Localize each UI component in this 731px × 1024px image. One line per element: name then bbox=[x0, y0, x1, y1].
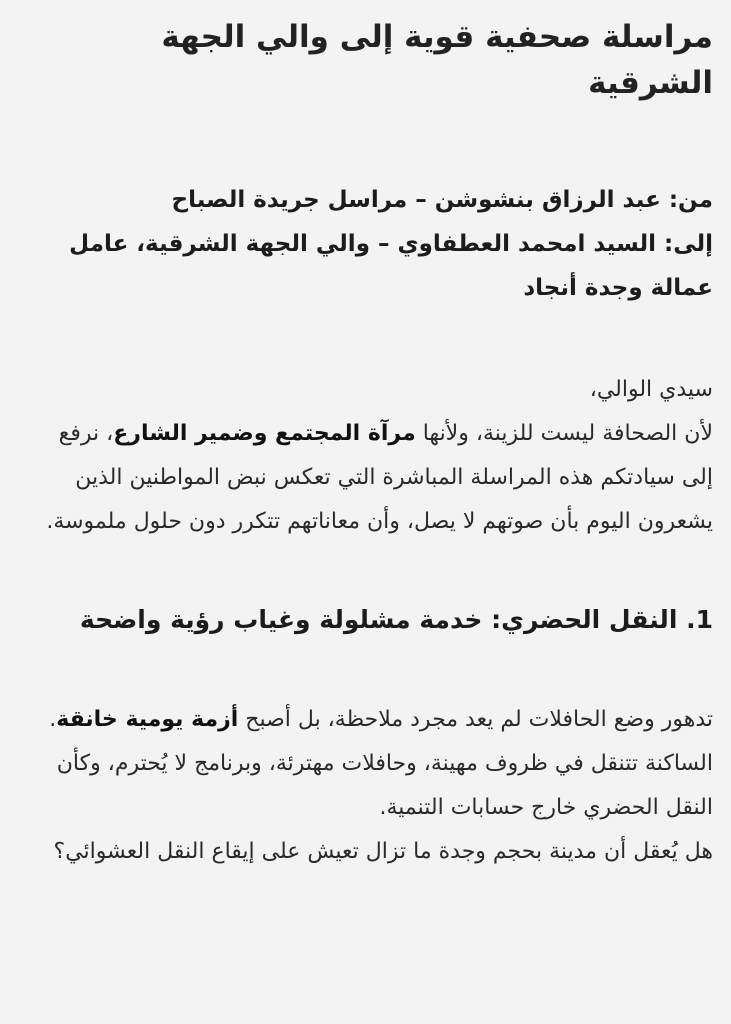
intro-text-2: ، نرفع إلى سيادتكم هذه المراسلة المباشرة التي تعكس نبض المواطنين الذين يشعرون اليوم بأن صوتهم لا يصل، وأن معاناتهم تتكرر دون حلول ملموسة. bbox=[46, 421, 713, 534]
section-bold: أزمة يومية خانقة bbox=[56, 707, 239, 732]
intro-bold: مرآة المجتمع وضمير الشارع bbox=[113, 421, 416, 446]
section-text-2: . الساكنة تتنقل في ظروف مهينة، وحافلات مهترئة، وبرنامج لا يُحترم، وكأن النقل الحضري خارج حسابات التنمية. bbox=[49, 707, 713, 820]
intro-paragraph bbox=[26, 412, 713, 544]
article-title: مراسلة صحفية قوية إلى والي الجهة الشرقية bbox=[161, 19, 713, 101]
section-paragraph bbox=[26, 698, 713, 830]
from-line: من: عبد الرزاق بنشوشن – مراسل جريدة الصباح bbox=[171, 187, 713, 213]
to-line: إلى: السيد امحمد العطفاوي – والي الجهة الشرقية، عامل عمالة وجدة أنجاد bbox=[69, 231, 713, 301]
intro-text-1: لأن الصحافة ليست للزينة، ولأنها bbox=[422, 421, 713, 446]
intro-block bbox=[26, 368, 713, 544]
section-heading-transport: 1. النقل الحضري: خدمة مشلولة وغياب رؤية واضحة bbox=[79, 605, 713, 634]
section-body-transport bbox=[26, 698, 713, 874]
section-text-1: تدهور وضع الحافلات لم يعد مجرد ملاحظة، بل أصبح bbox=[245, 707, 713, 732]
section-question: هل يُعقل أن مدينة بحجم وجدة ما تزال تعيش على إيقاع النقل العشوائي؟ bbox=[53, 839, 713, 864]
greeting: سيدي الوالي، bbox=[589, 377, 713, 402]
letter-header bbox=[26, 178, 713, 310]
